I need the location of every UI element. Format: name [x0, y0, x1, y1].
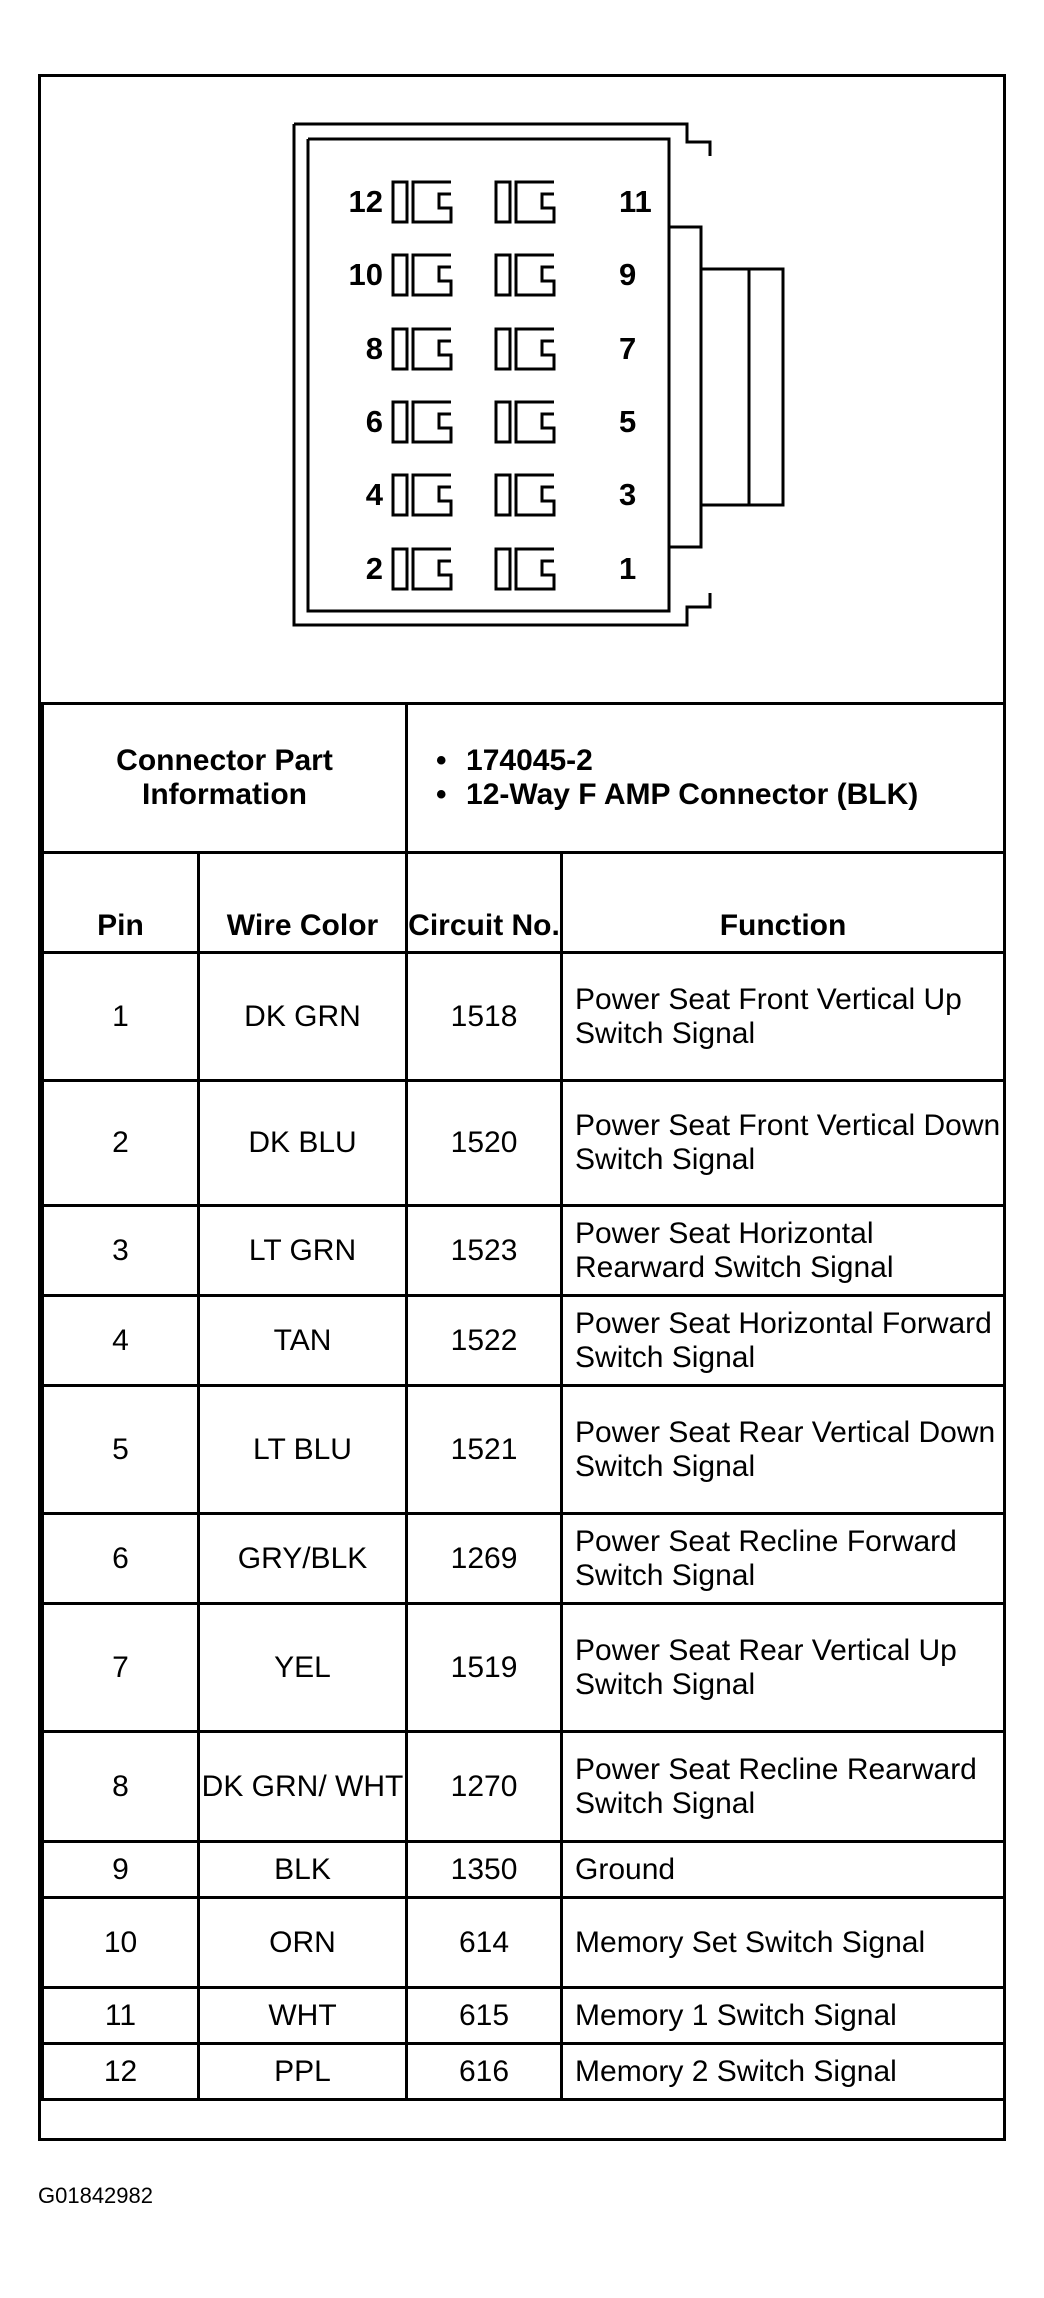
terminal-contact	[516, 255, 554, 295]
pin-cell: 12	[43, 2044, 199, 2100]
terminal-contact	[413, 402, 451, 442]
wire-color-cell: LT BLU	[199, 1386, 407, 1514]
function-cell: Power Seat Rear Vertical Down Switch Signal	[562, 1386, 1005, 1514]
table-row	[43, 1842, 1005, 1898]
pin-cell: 11	[43, 1988, 199, 2044]
pin-cell: 10	[43, 1898, 199, 1988]
pin-number-label: 7	[619, 331, 637, 366]
connector-part-number: • 174045-2	[466, 744, 1003, 778]
function-cell: Power Seat Front Vertical Up Switch Signal	[562, 953, 1005, 1081]
header-wire-color: Wire Color	[199, 853, 407, 953]
terminal-slot	[496, 549, 510, 589]
table-row	[43, 1081, 1005, 1206]
circuit-cell: 1519	[407, 1604, 562, 1732]
connector-outline	[41, 77, 1003, 702]
wire-color-cell: ORN	[199, 1898, 407, 1988]
figure-code: G01842982	[38, 2183, 153, 2208]
wire-color-cell: PPL	[199, 2044, 407, 2100]
terminal-contact	[516, 329, 554, 369]
table-row	[43, 1296, 1005, 1386]
function-cell: Power Seat Rear Vertical Up Switch Signal	[562, 1604, 1005, 1732]
pin-number-label: 9	[619, 257, 637, 292]
pin-number-label: 8	[365, 331, 383, 366]
header-row	[43, 853, 1005, 953]
circuit-cell: 614	[407, 1898, 562, 1988]
wire-color-cell: DK GRN/ WHT	[199, 1732, 407, 1842]
connector-info-row	[43, 704, 1005, 853]
table-row	[43, 1604, 1005, 1732]
terminal-contact	[413, 255, 451, 295]
table-row	[43, 1988, 1005, 2044]
terminal-slot	[496, 329, 510, 369]
function-cell: Memory Set Switch Signal	[562, 1898, 1005, 1988]
terminal-contact	[413, 549, 451, 589]
circuit-cell: 1523	[407, 1206, 562, 1296]
pin-number-label: 12	[348, 184, 383, 219]
wire-color-cell: WHT	[199, 1988, 407, 2044]
pin-number-label: 5	[619, 404, 637, 439]
function-cell: Ground	[562, 1842, 1005, 1898]
wire-color-cell: LT GRN	[199, 1206, 407, 1296]
pin-number-label: 10	[348, 257, 383, 292]
terminal-contact	[413, 182, 451, 222]
connector-face-diagram	[41, 77, 1003, 702]
wire-color-cell: BLK	[199, 1842, 407, 1898]
pin-number-label: 3	[619, 477, 637, 512]
circuit-cell: 1518	[407, 953, 562, 1081]
pin-number-label: 1	[619, 551, 637, 586]
terminal-contact	[516, 475, 554, 515]
terminal-contact	[413, 475, 451, 515]
header-pin: Pin	[43, 853, 199, 953]
table-row	[43, 1732, 1005, 1842]
header-function: Function	[562, 853, 1005, 953]
wire-color-cell: DK BLU	[199, 1081, 407, 1206]
pin-cell: 5	[43, 1386, 199, 1514]
terminal-slot	[393, 402, 407, 442]
circuit-cell: 1520	[407, 1081, 562, 1206]
function-cell: Power Seat Recline Forward Switch Signal	[562, 1514, 1005, 1604]
terminal-contact	[516, 549, 554, 589]
terminal-slot	[393, 255, 407, 295]
pin-number-label: 11	[619, 184, 652, 219]
function-cell: Power Seat Horizontal Rearward Switch Signal	[562, 1206, 1005, 1296]
terminal-contact	[413, 329, 451, 369]
pin-number-label: 6	[365, 404, 383, 439]
table-row	[43, 1514, 1005, 1604]
table-row	[43, 1206, 1005, 1296]
pin-cell: 2	[43, 1081, 199, 1206]
connector-info-values	[407, 704, 1005, 853]
connector-info-label: Connector Part Information	[43, 704, 407, 853]
circuit-cell: 1521	[407, 1386, 562, 1514]
terminal-contact	[516, 402, 554, 442]
terminal-slot	[393, 475, 407, 515]
terminal-contact	[516, 182, 554, 222]
connector-description: • 12-Way F AMP Connector (BLK)	[466, 778, 1003, 812]
function-cell: Memory 1 Switch Signal	[562, 1988, 1005, 2044]
wire-color-cell: TAN	[199, 1296, 407, 1386]
table-row	[43, 1898, 1005, 1988]
function-cell: Memory 2 Switch Signal	[562, 2044, 1005, 2100]
wire-color-cell: YEL	[199, 1604, 407, 1732]
pin-number-label: 2	[365, 551, 383, 586]
circuit-cell: 1270	[407, 1732, 562, 1842]
pin-cell: 9	[43, 1842, 199, 1898]
header-circuit: Circuit No.	[407, 853, 562, 953]
pinout-table	[41, 702, 1006, 2101]
connector-sheet	[38, 74, 1006, 2141]
table-row	[43, 2044, 1005, 2100]
circuit-cell: 1350	[407, 1842, 562, 1898]
function-cell: Power Seat Recline Rearward Switch Signal	[562, 1732, 1005, 1842]
wire-color-cell: DK GRN	[199, 953, 407, 1081]
function-cell: Power Seat Front Vertical Down Switch Signal	[562, 1081, 1005, 1206]
table-row	[43, 1386, 1005, 1514]
pin-number-label: 4	[365, 477, 383, 512]
table-row	[43, 953, 1005, 1081]
terminal-slot	[393, 329, 407, 369]
terminal-slot	[496, 475, 510, 515]
pin-cell: 6	[43, 1514, 199, 1604]
circuit-cell: 1269	[407, 1514, 562, 1604]
pin-cell: 7	[43, 1604, 199, 1732]
terminal-slot	[393, 182, 407, 222]
circuit-cell: 615	[407, 1988, 562, 2044]
wire-color-cell: GRY/BLK	[199, 1514, 407, 1604]
terminal-slot	[496, 255, 510, 295]
terminal-slot	[496, 402, 510, 442]
pin-cell: 4	[43, 1296, 199, 1386]
circuit-cell: 1522	[407, 1296, 562, 1386]
pin-cell: 3	[43, 1206, 199, 1296]
circuit-cell: 616	[407, 2044, 562, 2100]
pin-cell: 1	[43, 953, 199, 1081]
terminal-slot	[393, 549, 407, 589]
function-cell: Power Seat Horizontal Forward Switch Signal	[562, 1296, 1005, 1386]
terminal-slot	[496, 182, 510, 222]
pin-cell: 8	[43, 1732, 199, 1842]
